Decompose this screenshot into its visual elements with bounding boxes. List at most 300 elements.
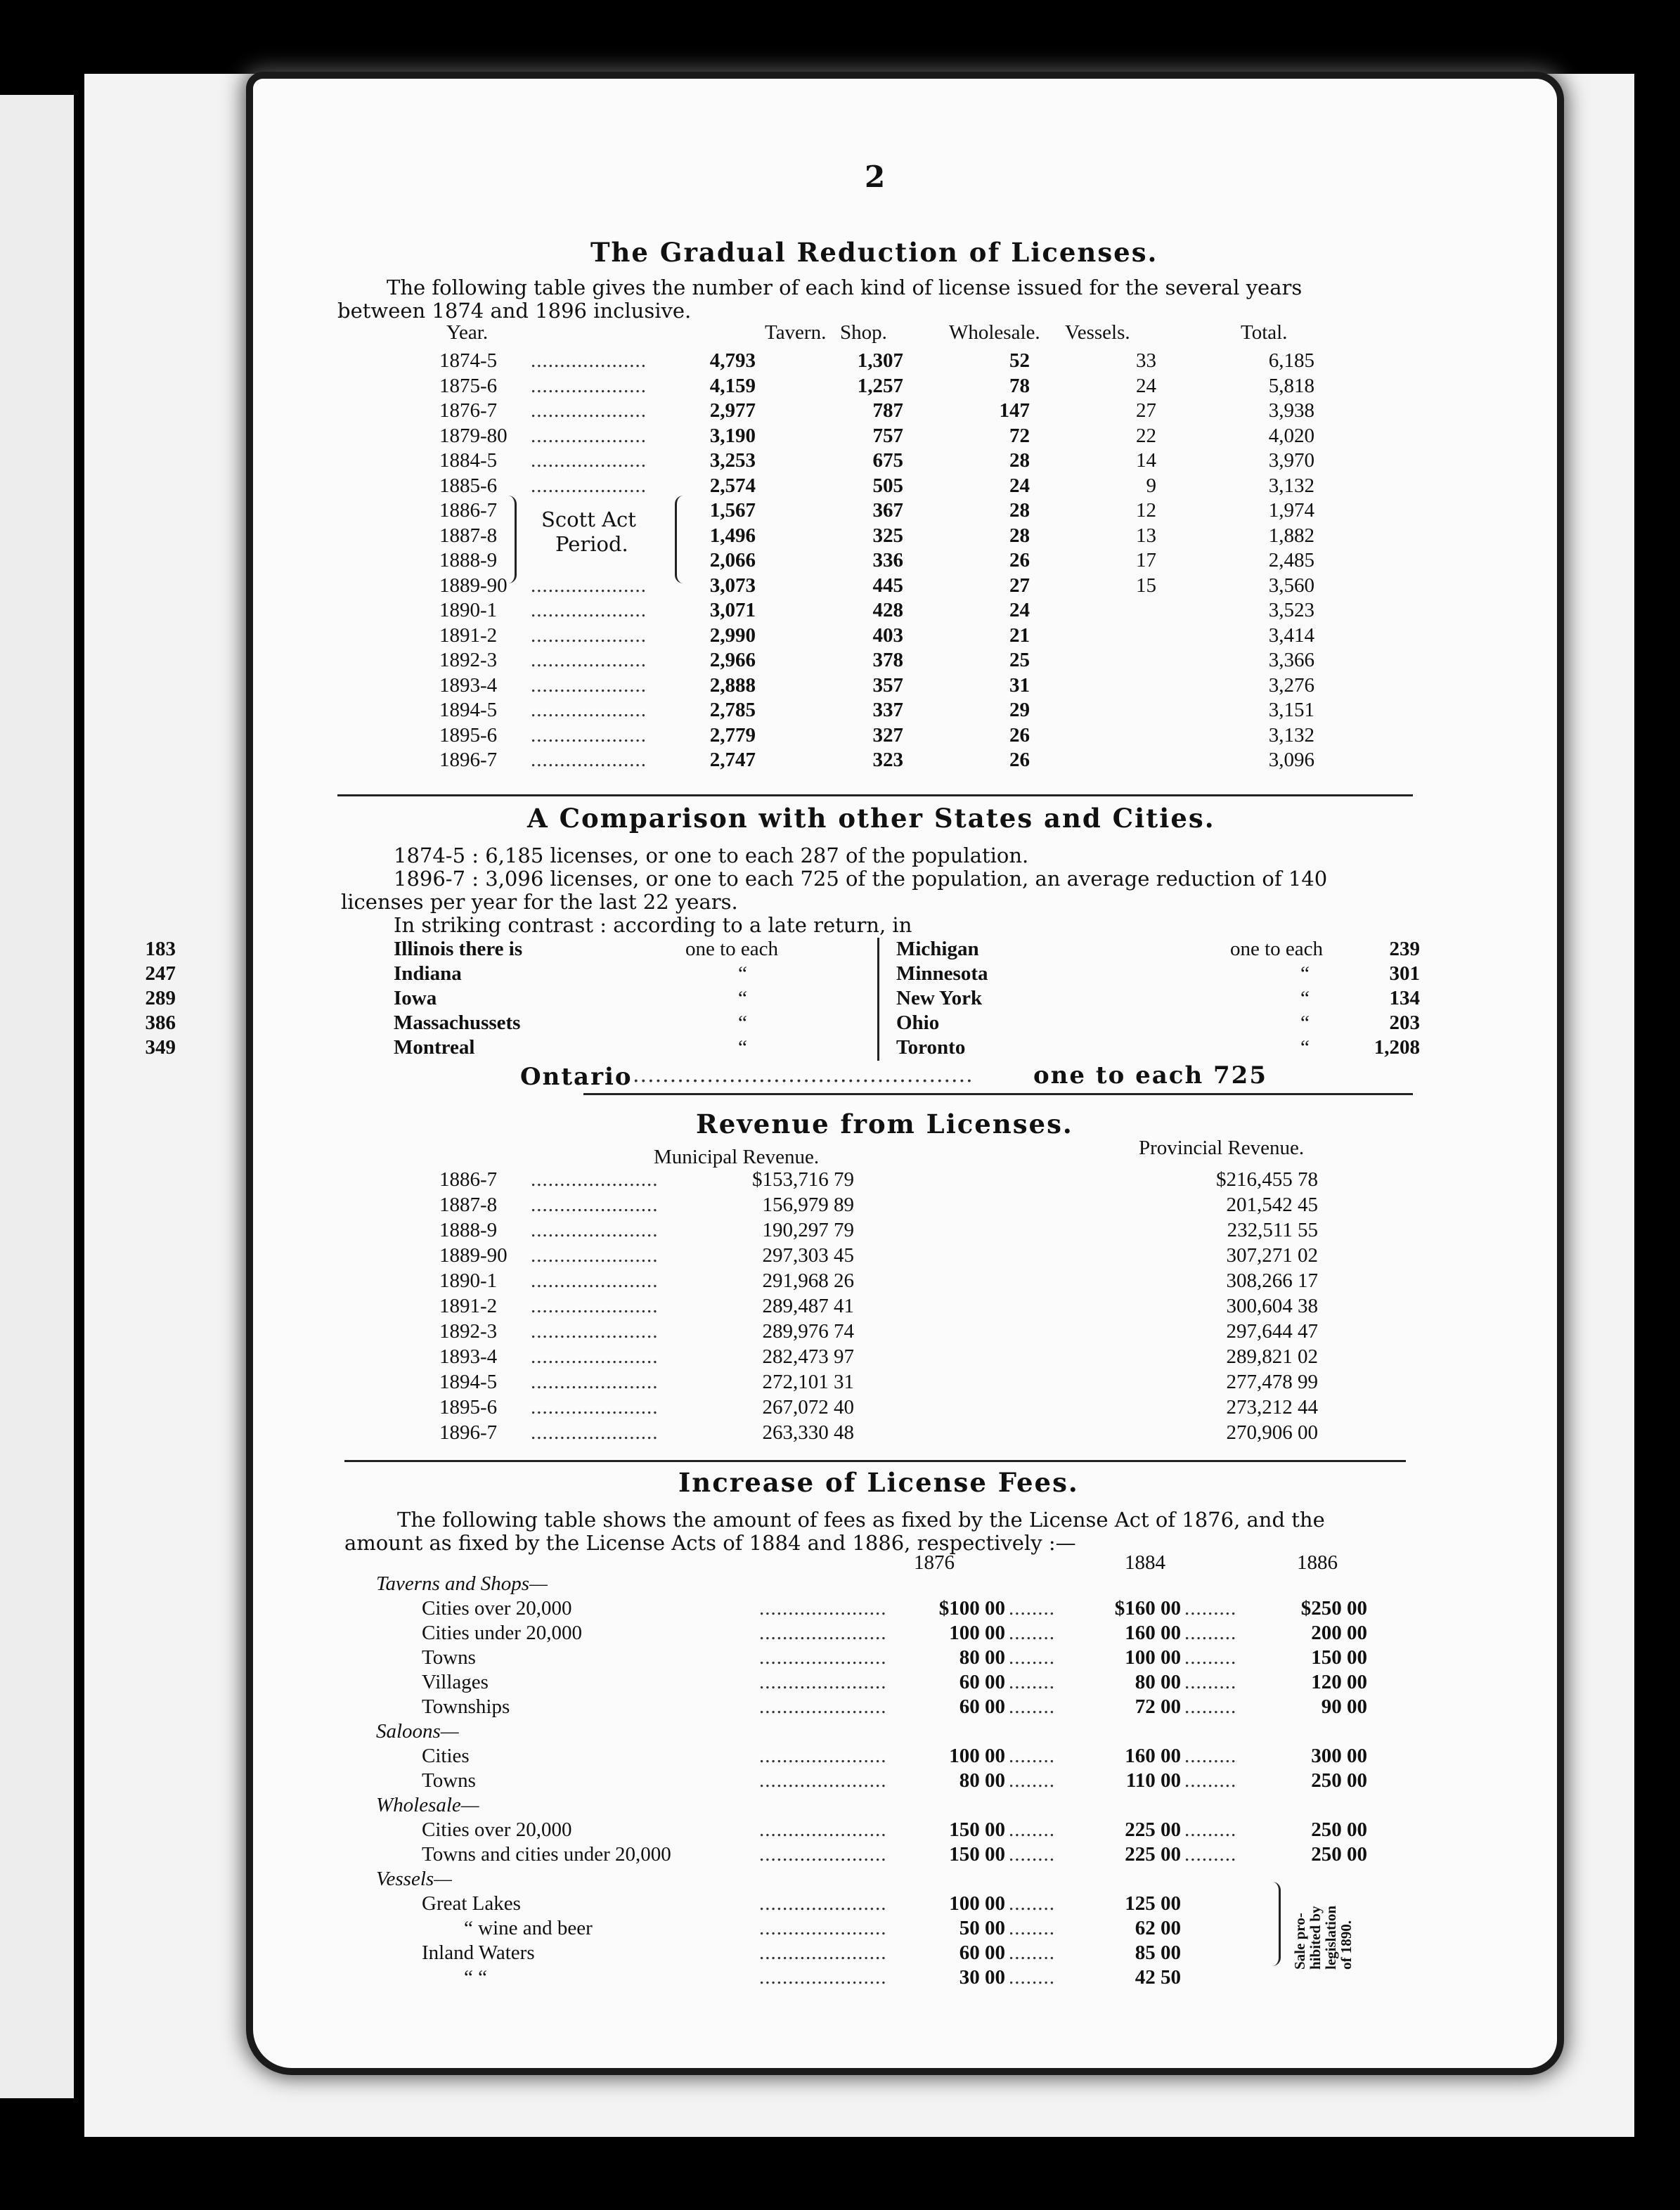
value-cell: 2,574 (709, 474, 756, 497)
value-cell: 3,096 (1268, 749, 1314, 771)
fee-value: 250 00 (1311, 1843, 1367, 1866)
value-cell: 12 (1136, 499, 1156, 522)
fee-value: 250 00 (1311, 1818, 1367, 1841)
value-cell: 3,970 (1268, 449, 1314, 472)
dot-leader: ...................... (759, 1941, 887, 1964)
table-row (253, 1646, 1557, 1670)
adjacent-page-strip (0, 95, 74, 2098)
fee-value: 42 50 (1135, 1966, 1181, 1989)
municipal-revenue-cell: 190,297 79 (762, 1219, 854, 1241)
ratio-text: “ (738, 1036, 747, 1059)
year-cell: 1895-6 (439, 723, 498, 747)
reduction-intro-line2: between 1874 and 1896 inclusive. (337, 299, 692, 323)
provincial-revenue-cell: 307,271 02 (1226, 1244, 1318, 1267)
note-line: of 1890. (1338, 1920, 1355, 1970)
dot-leader: ........ (1009, 1917, 1055, 1939)
value-cell: 27 (1136, 399, 1156, 422)
fee-label: “ “ (464, 1966, 487, 1989)
value-cell: 17 (1136, 549, 1156, 571)
ratio-text: “ (1300, 987, 1310, 1009)
municipal-revenue-cell: $153,716 79 (752, 1168, 854, 1191)
reduction-column-header: Total. (1241, 321, 1288, 344)
ratio-value: 301 (1389, 962, 1420, 985)
value-cell: 505 (872, 474, 903, 497)
value-cell: 14 (1136, 449, 1156, 472)
dot-leader: .................... (531, 599, 647, 621)
value-cell: 147 (999, 399, 1030, 422)
dot-leader: ......... (1184, 1622, 1237, 1644)
fee-value: 120 00 (1311, 1671, 1367, 1693)
dot-leader: ...................... (759, 1769, 887, 1792)
reduction-column-header: Tavern. (765, 321, 827, 344)
value-cell: 3,132 (1268, 474, 1314, 497)
value-cell: 1,974 (1268, 499, 1314, 522)
table-row (253, 1396, 1557, 1420)
fees-section-heading (253, 1794, 1557, 1818)
scott-act-bracket-left (505, 496, 517, 583)
value-cell: 3,253 (709, 449, 756, 472)
dot-leader: ...................... (531, 1371, 659, 1393)
ontario-label: Ontario (520, 1063, 633, 1091)
fee-value: 80 00 (959, 1769, 1005, 1792)
table-row (253, 1194, 1557, 1217)
year-cell: 1879-80 (439, 424, 508, 447)
year-cell: 1888-9 (439, 1219, 498, 1241)
dot-leader: ...................... (759, 1818, 887, 1841)
dot-leader: ...................... (531, 1194, 659, 1216)
municipal-revenue-cell: 263,330 48 (762, 1421, 854, 1444)
fee-value: 250 00 (1311, 1769, 1367, 1792)
fee-label: Cities over 20,000 (422, 1818, 572, 1841)
dot-leader: ...................... (759, 1695, 887, 1718)
table-row (253, 649, 1557, 673)
fee-value: 80 00 (959, 1646, 1005, 1669)
dot-leader: ...................... (531, 1168, 659, 1191)
table-row (253, 1168, 1557, 1192)
fee-value: 85 00 (1135, 1941, 1181, 1964)
note-line: legislation (1322, 1905, 1339, 1970)
scott-act-bracket-right (675, 496, 687, 583)
dot-leader: ...................... (759, 1843, 887, 1866)
dot-leader: .................... (531, 474, 647, 497)
dot-leader: ........ (1009, 1695, 1055, 1718)
fee-value: 200 00 (1311, 1622, 1367, 1644)
year-cell: 1893-4 (439, 1345, 498, 1368)
ratio-text: “ (1300, 1012, 1310, 1034)
divider (337, 794, 1413, 796)
dot-leader: .................... (531, 399, 647, 422)
value-cell: 1,257 (857, 374, 903, 397)
reduction-column-header: Vessels. (1065, 321, 1130, 344)
fee-value: 50 00 (959, 1917, 1005, 1939)
fee-value: 225 00 (1125, 1818, 1181, 1841)
ratio-value: 183 (145, 938, 176, 960)
dot-leader: .................... (531, 699, 647, 721)
value-cell: 3,071 (709, 599, 756, 621)
ratio-text: “ (738, 987, 747, 1009)
fee-label: Great Lakes (422, 1892, 521, 1915)
fee-value: 110 00 (1125, 1769, 1181, 1792)
table-row (253, 1622, 1557, 1646)
note-line: Sale pro- (1291, 1913, 1308, 1970)
table-row (253, 1421, 1557, 1445)
value-cell: 2,779 (709, 723, 756, 747)
ratio-text: “ (738, 1012, 747, 1034)
fee-value: 225 00 (1125, 1843, 1181, 1866)
year-cell: 1889-90 (439, 1244, 508, 1267)
fees-title: Increase of License Fees. (678, 1467, 1079, 1498)
fee-value: $100 00 (938, 1597, 1005, 1620)
ratio-text: one to each (1230, 938, 1324, 960)
dot-leader: ......... (1184, 1745, 1237, 1767)
value-cell: 445 (872, 574, 903, 597)
dot-leader: .................... (531, 723, 647, 747)
provincial-revenue-cell: 270,906 00 (1226, 1421, 1318, 1444)
value-cell: 2,785 (709, 699, 756, 721)
fees-intro-line1: The following table shows the amount of fees as fixed by the License Act of 1876, and the (397, 1508, 1325, 1532)
place-name: Iowa (394, 987, 437, 1009)
fee-value: $160 00 (1114, 1597, 1181, 1620)
fee-value: 30 00 (959, 1966, 1005, 1989)
table-row (253, 1219, 1557, 1243)
value-cell: 1,567 (709, 499, 756, 522)
year-cell: 1896-7 (439, 749, 498, 771)
comparison-row-right (253, 987, 1557, 1011)
reduction-header-row (253, 321, 1557, 345)
table-row (253, 549, 1557, 573)
table-row (253, 1295, 1557, 1319)
dot-leader: ......... (1184, 1695, 1237, 1718)
dot-leader: .................... (531, 649, 647, 671)
comparison-line2: 1896-7 : 3,096 licenses, or one to each 725 of the population, an average reduction of 140 (394, 867, 1328, 891)
ontario-value: one to each 725 (1033, 1061, 1267, 1090)
fee-value: $250 00 (1300, 1597, 1367, 1620)
year-cell: 1894-5 (439, 699, 498, 721)
value-cell: 13 (1136, 524, 1156, 547)
table-row (253, 699, 1557, 723)
value-cell: 675 (872, 449, 903, 472)
year-cell: 1884-5 (439, 449, 498, 472)
section-label: Saloons— (376, 1720, 459, 1743)
ontario-leader: .............................................. (633, 1063, 974, 1087)
table-row (253, 1320, 1557, 1344)
fees-intro-line2: amount as fixed by the License Acts of 1884 and 1886, respectively :— (344, 1531, 1076, 1555)
reduction-column-header: Shop. (840, 321, 887, 344)
value-cell: 3,132 (1268, 723, 1314, 747)
ratio-text: one to each (685, 938, 779, 960)
table-row (253, 1695, 1557, 1719)
value-cell: 787 (872, 399, 903, 422)
dot-leader: ........ (1009, 1769, 1055, 1792)
dot-leader: ......... (1184, 1597, 1237, 1620)
fee-value: 300 00 (1311, 1745, 1367, 1767)
dot-leader: ...................... (759, 1622, 887, 1644)
ratio-value: 349 (145, 1036, 176, 1059)
section-label: Taverns and Shops— (376, 1572, 548, 1595)
table-row (253, 1269, 1557, 1293)
year-cell: 1891-2 (439, 1295, 498, 1317)
table-row (253, 1371, 1557, 1395)
table-row (253, 1892, 1557, 1916)
scott-act-period-label: Period. (555, 532, 628, 556)
reduction-column-header: Wholesale. (949, 321, 1040, 344)
table-row (253, 1917, 1557, 1941)
table-row (253, 499, 1557, 523)
fee-label: Villages (422, 1671, 489, 1693)
fee-value: 60 00 (959, 1695, 1005, 1718)
value-cell: 4,159 (709, 374, 756, 397)
fee-value: 150 00 (949, 1843, 1005, 1866)
value-cell: 3,938 (1268, 399, 1314, 422)
value-cell: 3,190 (709, 424, 756, 447)
dot-leader: ........ (1009, 1622, 1055, 1644)
value-cell: 24 (1009, 474, 1030, 497)
document-page (145, 79, 1557, 2068)
divider (583, 1093, 1413, 1095)
value-cell: 325 (872, 524, 903, 547)
value-cell: 336 (872, 549, 903, 571)
value-cell: 4,793 (709, 349, 756, 372)
table-row (253, 474, 1557, 498)
ratio-value: 203 (1389, 1012, 1420, 1034)
value-cell: 26 (1009, 749, 1030, 771)
fee-label: Towns (422, 1646, 476, 1669)
year-cell: 1874-5 (439, 349, 498, 372)
dot-leader: ...................... (759, 1917, 887, 1939)
fee-value: 62 00 (1135, 1917, 1181, 1939)
year-cell: 1892-3 (439, 649, 498, 671)
dot-leader: .................... (531, 374, 647, 397)
value-cell: 26 (1009, 549, 1030, 571)
table-row (253, 749, 1557, 773)
value-cell: 28 (1009, 524, 1030, 547)
year-cell: 1889-90 (439, 574, 508, 597)
table-row (253, 1597, 1557, 1621)
year-column-header: 1876 (914, 1551, 955, 1574)
place-name: Michigan (896, 938, 979, 960)
municipal-revenue-cell: 156,979 89 (762, 1194, 854, 1216)
municipal-revenue-cell: 289,976 74 (762, 1320, 854, 1343)
value-cell: 2,747 (709, 749, 756, 771)
fee-value: 150 00 (949, 1818, 1005, 1841)
ratio-value: 289 (145, 987, 176, 1009)
value-cell: 24 (1009, 599, 1030, 621)
value-cell: 428 (872, 599, 903, 621)
value-cell: 52 (1009, 349, 1030, 372)
ratio-text: “ (1300, 1036, 1310, 1059)
value-cell: 3,414 (1268, 623, 1314, 647)
municipal-revenue-cell: 289,487 41 (762, 1295, 854, 1317)
dot-leader: ...................... (531, 1295, 659, 1317)
year-cell: 1891-2 (439, 623, 498, 647)
value-cell: 29 (1009, 699, 1030, 721)
provincial-revenue-cell: 201,542 45 (1226, 1194, 1318, 1216)
comparison-column-divider (877, 938, 879, 1061)
table-row (253, 1769, 1557, 1793)
value-cell: 403 (872, 623, 903, 647)
dot-leader: ...................... (531, 1320, 659, 1343)
table-row (253, 425, 1557, 448)
fee-value: 72 00 (1135, 1695, 1181, 1718)
provincial-revenue-cell: 277,478 99 (1226, 1371, 1318, 1393)
divider (344, 1460, 1406, 1462)
value-cell: 22 (1136, 424, 1156, 447)
table-row (253, 1345, 1557, 1369)
table-row (253, 1818, 1557, 1842)
place-name: New York (896, 987, 983, 1009)
page-number: 2 (865, 160, 886, 194)
fee-value: 100 00 (949, 1892, 1005, 1915)
reduction-intro-line1: The following table gives the number of each kind of license issued for the several years (387, 276, 1303, 299)
dot-leader: ...................... (759, 1597, 887, 1620)
ratio-value: 247 (145, 962, 176, 985)
provincial-revenue-cell: 232,511 55 (1227, 1219, 1318, 1241)
comparison-row-right (253, 1012, 1557, 1035)
municipal-revenue-cell: 267,072 40 (762, 1396, 854, 1419)
value-cell: 3,560 (1268, 574, 1314, 597)
value-cell: 33 (1136, 349, 1156, 372)
dot-leader: ...................... (759, 1646, 887, 1669)
year-column-header: 1884 (1125, 1551, 1165, 1574)
year-cell: 1885-6 (439, 474, 498, 497)
provincial-revenue-cell: $216,455 78 (1216, 1168, 1318, 1191)
place-name: Massachussets (394, 1012, 521, 1034)
reduction-table (253, 321, 1557, 792)
comparison-row-right (253, 962, 1557, 986)
dot-leader: ...................... (531, 1269, 659, 1292)
value-cell: 24 (1136, 374, 1156, 397)
year-cell: 1895-6 (439, 1396, 498, 1419)
dot-leader: ......... (1184, 1646, 1237, 1669)
dot-leader: ........ (1009, 1941, 1055, 1964)
value-cell: 5,818 (1268, 374, 1314, 397)
ratio-value: 386 (145, 1012, 176, 1034)
value-cell: 25 (1009, 649, 1030, 671)
fee-value: 100 00 (1125, 1646, 1181, 1669)
dot-leader: ......... (1184, 1818, 1237, 1841)
value-cell: 367 (872, 499, 903, 522)
table-row (253, 599, 1557, 623)
value-cell: 337 (872, 699, 903, 721)
provincial-revenue-cell: 300,604 38 (1226, 1295, 1318, 1317)
dot-leader: ...................... (759, 1966, 887, 1989)
dot-leader: ........ (1009, 1966, 1055, 1989)
fee-label: Cities under 20,000 (422, 1622, 582, 1644)
dot-leader: ...................... (531, 1345, 659, 1368)
fee-value: 100 00 (949, 1622, 1005, 1644)
sale-prohibited-note (1292, 1906, 1354, 1970)
table-row (253, 524, 1557, 548)
value-cell: 2,485 (1268, 549, 1314, 571)
municipal-revenue-cell: 297,303 45 (762, 1244, 854, 1267)
year-cell: 1893-4 (439, 673, 498, 697)
place-name: Indiana (394, 962, 462, 985)
dot-leader: ........ (1009, 1892, 1055, 1915)
value-cell: 31 (1009, 673, 1030, 697)
fee-label: Townships (422, 1695, 510, 1718)
value-cell: 27 (1009, 574, 1030, 597)
fees-table (253, 1551, 1557, 1987)
table-row (253, 399, 1557, 423)
ratio-value: 134 (1389, 987, 1420, 1009)
revenue-table (253, 1168, 1557, 1449)
fee-value: 100 00 (949, 1745, 1005, 1767)
value-cell: 1,307 (857, 349, 903, 372)
value-cell: 26 (1009, 723, 1030, 747)
year-cell: 1892-3 (439, 1320, 498, 1343)
place-name: Illinois there is (394, 938, 523, 960)
comparison-row-right (253, 1036, 1557, 1060)
dot-leader: ........ (1009, 1745, 1055, 1767)
year-cell: 1875-6 (439, 374, 498, 397)
section-label: Vessels— (376, 1868, 452, 1890)
fees-section-heading (253, 1868, 1557, 1892)
dot-leader: ......... (1184, 1671, 1237, 1693)
table-row (253, 1966, 1557, 1990)
table-row (253, 375, 1557, 399)
sale-note-bracket (1269, 1882, 1281, 1966)
provincial-revenue-cell: 289,821 02 (1226, 1345, 1318, 1368)
dot-leader: ...................... (531, 1396, 659, 1419)
comparison-title: A Comparison with other States and Cities. (527, 803, 1215, 834)
fee-value: 150 00 (1311, 1646, 1367, 1669)
value-cell: 3,366 (1268, 649, 1314, 671)
dot-leader: .................... (531, 449, 647, 472)
fee-value: 60 00 (959, 1941, 1005, 1964)
fees-header-row (253, 1551, 1557, 1575)
fee-label: Cities (422, 1745, 470, 1767)
value-cell: 2,066 (709, 549, 756, 571)
value-cell: 327 (872, 723, 903, 747)
value-cell: 3,073 (709, 574, 756, 597)
dot-leader: ........ (1009, 1818, 1055, 1841)
table-row (253, 449, 1557, 473)
comparison-row-right (253, 938, 1557, 962)
value-cell: 2,888 (709, 673, 756, 697)
value-cell: 21 (1009, 623, 1030, 647)
value-cell: 757 (872, 424, 903, 447)
ratio-value: 239 (1389, 938, 1420, 960)
municipal-revenue-cell: 282,473 97 (762, 1345, 854, 1368)
fee-label: “ wine and beer (464, 1917, 593, 1939)
place-name: Montreal (394, 1036, 475, 1059)
table-row (253, 674, 1557, 698)
municipal-revenue-header: Municipal Revenue. (654, 1146, 820, 1168)
fee-value: 90 00 (1321, 1695, 1367, 1718)
fee-label: Towns and cities under 20,000 (422, 1843, 671, 1866)
ratio-text: “ (738, 962, 747, 985)
table-row (253, 1244, 1557, 1268)
provincial-revenue-cell: 273,212 44 (1226, 1396, 1318, 1419)
value-cell: 2,977 (709, 399, 756, 422)
year-cell: 1887-8 (439, 1194, 498, 1216)
dot-leader: ........ (1009, 1597, 1055, 1620)
dot-leader: ........ (1009, 1843, 1055, 1866)
dot-leader: .................... (531, 673, 647, 697)
dot-leader: ...................... (759, 1745, 887, 1767)
year-column-header: 1886 (1297, 1551, 1338, 1574)
year-cell: 1896-7 (439, 1421, 498, 1444)
comparison-line3: licenses per year for the last 22 years. (341, 890, 738, 914)
place-name: Minnesota (896, 962, 988, 985)
dot-leader: ......... (1184, 1843, 1237, 1866)
value-cell: 3,276 (1268, 673, 1314, 697)
value-cell: 2,966 (709, 649, 756, 671)
value-cell: 378 (872, 649, 903, 671)
value-cell: 357 (872, 673, 903, 697)
value-cell: 72 (1009, 424, 1030, 447)
fee-value: 125 00 (1125, 1892, 1181, 1915)
